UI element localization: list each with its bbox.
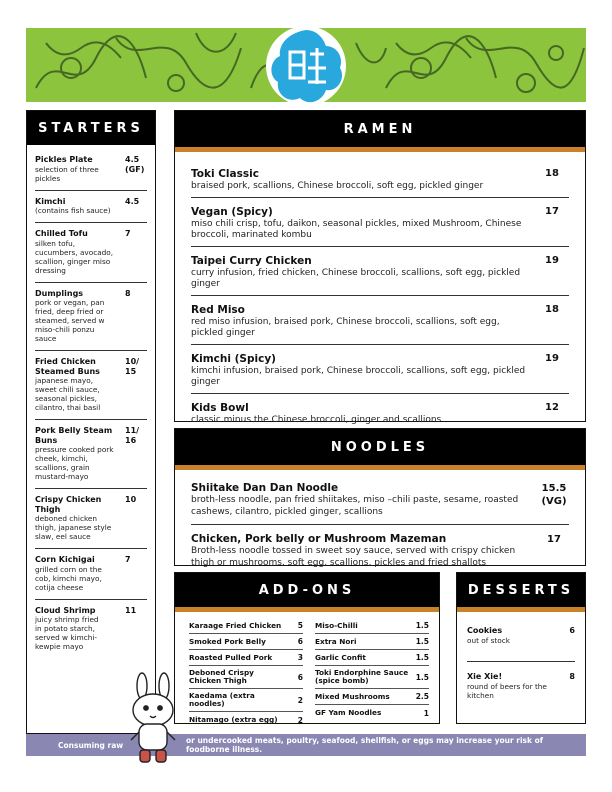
item-name: Pickles Plate [35, 155, 93, 164]
list-item [35, 223, 147, 283]
item-name: Vegan (Spicy) [191, 205, 273, 218]
ramen-list [175, 152, 585, 430]
item-price: 5 [297, 621, 303, 630]
item-desc: braised pork, scallions, Chinese broccoli, soft egg, pickled ginger [191, 181, 484, 191]
item-name: Dumplings [35, 288, 84, 298]
item-desc: miso chili crisp, tofu, daikon, seasonal pickles, mixed Mushroom, Chinese broccoli, marinated kombu [191, 218, 522, 240]
item-name: Nitamago (extra egg) [189, 715, 278, 724]
item-name: Corn Kichigai [35, 555, 95, 564]
list-item [189, 689, 303, 712]
item-price: 15.5 (VG) [541, 483, 567, 507]
item-price: 18 [545, 168, 559, 179]
allergen-footer [26, 734, 586, 756]
list-item [35, 549, 147, 600]
addons-right-column [315, 618, 429, 728]
noodles-list [175, 470, 585, 575]
item-name: Kimchi [35, 196, 66, 206]
item-desc: silken tofu, cucumbers, avocado, scallion, ginger miso dressing [35, 238, 114, 275]
item-name: Toki Endorphine Sauce (spice bomb) [315, 668, 409, 685]
list-item [467, 662, 575, 710]
list-item [189, 634, 303, 650]
item-price: 2.5 [415, 692, 429, 701]
list-item [189, 712, 303, 728]
ramen-title: RAMEN [175, 111, 585, 147]
item-name: Extra Nori [315, 636, 357, 646]
item-name: Red Miso [191, 303, 245, 316]
list-item [189, 666, 303, 689]
list-item [35, 351, 147, 420]
item-price: 11 [125, 605, 137, 615]
item-price: 6 [569, 626, 575, 635]
item-price: 6 [297, 637, 303, 646]
desserts-list [457, 612, 585, 710]
list-item [315, 650, 429, 666]
item-desc: round of beers for the kitchen [467, 682, 547, 700]
item-name: Chilled Tofu [35, 229, 88, 238]
item-desc: out of stock [467, 636, 510, 645]
item-desc: pork or vegan, pan fried, deep fried or steamed, served w miso-chili ponzu sauce [35, 298, 105, 343]
item-desc: japanese mayo, sweet chili sauce, seasonal pickles, cilantro, thai basil [35, 376, 101, 412]
item-price: 2 [297, 695, 303, 705]
item-desc: broth-less noodle, pan fried shiitakes, miso –chili paste, sesame, roasted cashews, cilantro, pickled ginger, scallions [191, 495, 519, 517]
item-name: Toki Classic [191, 168, 259, 180]
item-name: Pork Belly Steam Buns [35, 426, 113, 445]
bunny-mascot-icon [124, 672, 182, 768]
item-name: GF Yam Noodles [315, 708, 382, 717]
item-price: 1.5 [415, 653, 429, 662]
desserts-title: DESSERTS [457, 573, 585, 607]
item-name: Roasted Pulled Pork [189, 652, 273, 662]
item-name: Cloud Shrimp [35, 605, 96, 615]
item-name: Kids Bowl [191, 401, 249, 414]
item-name: Xie Xie! [467, 672, 503, 681]
list-item [315, 618, 429, 634]
addons-left-column [189, 618, 303, 728]
item-name: Miso-Chilli [315, 620, 358, 630]
item-price: 19 [545, 352, 559, 364]
item-price: 8 [569, 672, 575, 681]
noodles-section [174, 428, 586, 566]
list-item [35, 191, 147, 224]
item-desc: selection of three pickles [35, 164, 99, 183]
item-price: 6 [297, 672, 303, 682]
item-name: Mixed Mushrooms [315, 691, 390, 701]
item-name: Taipei Curry Chicken [191, 254, 312, 267]
list-item [35, 283, 147, 352]
item-name: Fried Chicken Steamed Buns [35, 357, 100, 376]
item-price: 1.5 [415, 637, 429, 646]
item-name: Garlic Confit [315, 652, 366, 662]
item-name: Smoked Pork Belly [189, 636, 266, 646]
footer-text-start: Consuming raw [58, 740, 124, 750]
footer-text-end: or undercooked meats, poultry, seafood, shellfish, or eggs may increase your risk of foodborne illness. [186, 736, 544, 754]
item-desc: curry infusion, fried chicken, Chinese broccoli, scallions, soft egg, pickled ginger [191, 267, 521, 289]
list-item [315, 666, 429, 689]
item-name: Crispy Chicken Thigh [35, 495, 102, 514]
item-price: 2 [297, 715, 303, 725]
noodles-title: NOODLES [175, 429, 585, 465]
item-name: Cookies [467, 626, 503, 635]
list-item [191, 198, 569, 247]
list-item [191, 160, 569, 198]
item-price: 11/ 16 [125, 426, 140, 445]
item-desc: Broth-less noodle tossed in sweet soy sauce, served with crispy chicken thigh or mushrooms, soft egg, scallions, pickles and fried shallots [191, 546, 516, 568]
list-item [315, 634, 429, 650]
item-desc: grilled corn on the cob, kimchi mayo, cotija cheese [35, 564, 102, 592]
list-item [35, 149, 147, 191]
item-desc: classic minus the Chinese broccoli, ginger and scallions [191, 414, 442, 425]
item-price: 1.5 [415, 621, 429, 630]
list-item [315, 705, 429, 721]
addons-columns [175, 612, 439, 728]
list-item [315, 689, 429, 705]
list-item [189, 650, 303, 666]
desserts-section [456, 572, 586, 724]
item-price: 1 [423, 708, 429, 718]
item-name: Karaage Fried Chicken [189, 620, 282, 630]
list-item [191, 394, 569, 431]
starters-list [27, 145, 155, 658]
item-desc: juicy shrimp fried in potato starch, served w kimchi-kewpie mayo [35, 615, 99, 651]
item-price: 7 [125, 229, 131, 238]
item-name: Chicken, Pork belly or Mushroom Mazeman [191, 533, 447, 545]
item-price: 3 [297, 653, 303, 662]
list-item [467, 616, 575, 662]
list-item [191, 345, 569, 394]
item-price: 8 [125, 288, 131, 298]
item-price: 10 [125, 495, 137, 504]
item-price: 17 [547, 534, 561, 545]
item-desc: (contains fish sauce) [35, 206, 111, 215]
item-price: 10/ 15 [125, 357, 140, 376]
starters-section [26, 110, 156, 734]
list-item [35, 489, 147, 549]
list-item [191, 296, 569, 345]
list-item [35, 600, 147, 659]
item-price: 7 [125, 555, 131, 564]
list-item [191, 247, 569, 296]
addons-title: ADD-ONS [175, 573, 439, 607]
item-price: 4.5 (GF) [125, 155, 145, 174]
item-desc: kimchi infusion, braised pork, Chinese broccoli, scallions, soft egg, pickled ginger [191, 365, 526, 387]
item-desc: pressure cooked pork cheek, kimchi, scallions, grain mustard-mayo [35, 445, 114, 481]
ramen-section [174, 110, 586, 425]
item-price: 12 [545, 401, 559, 413]
list-item [35, 420, 147, 489]
item-price: 18 [545, 303, 559, 315]
item-price: 1.5 [415, 672, 429, 682]
item-name: Deboned Crispy Chicken Thigh [189, 668, 254, 685]
list-item [191, 474, 569, 525]
item-name: Kimchi (Spicy) [191, 352, 276, 365]
kanji-logo-icon [264, 24, 348, 108]
item-name: Kaedama (extra noodles) [189, 691, 255, 708]
item-desc: red miso infusion, braised pork, Chinese broccoli, scallions, soft egg, pickled ginger [191, 316, 500, 338]
list-item [189, 618, 303, 634]
starters-title: STARTERS [27, 111, 155, 145]
item-price: 19 [545, 254, 559, 266]
addons-section [174, 572, 440, 724]
item-desc: deboned chicken thigh, japanese style slaw, eel sauce [35, 514, 112, 541]
item-price: 17 [545, 205, 559, 217]
list-item [191, 525, 569, 575]
item-price: 4.5 [125, 196, 140, 206]
item-name: Shiitake Dan Dan Noodle [191, 482, 339, 494]
